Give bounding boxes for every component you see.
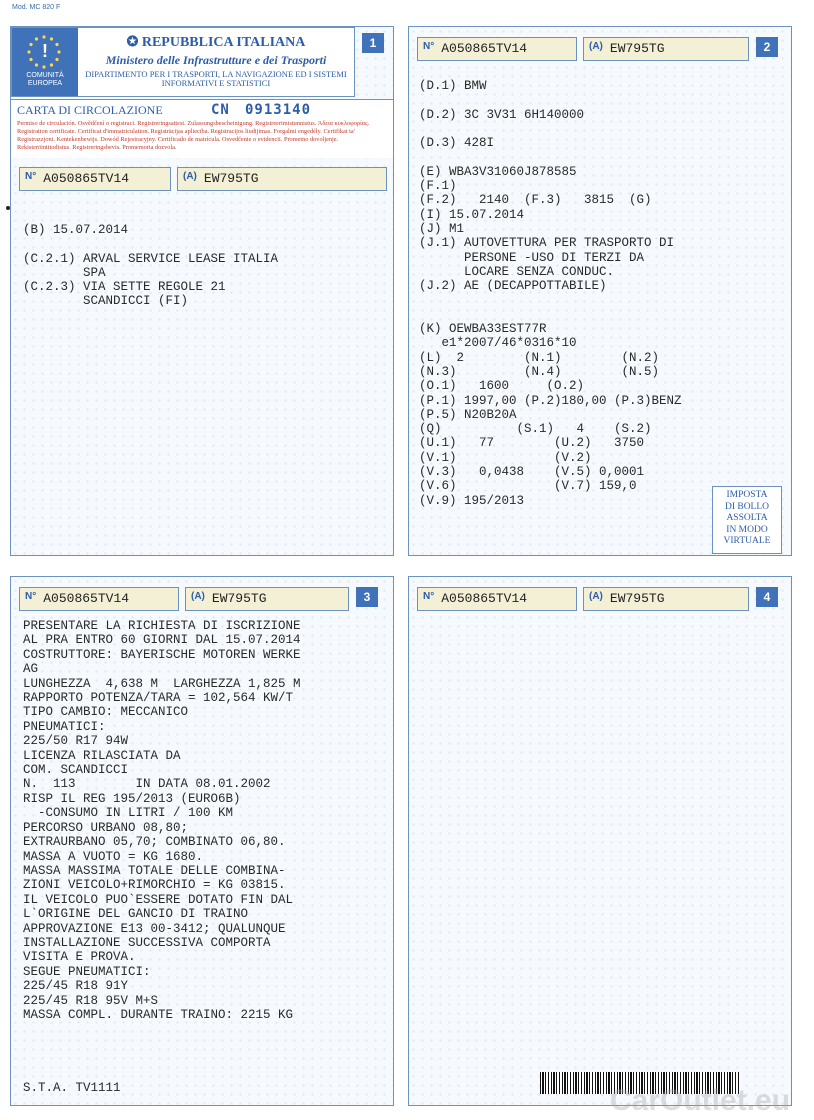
text-line: (B) 15.07.2014: [23, 223, 129, 237]
text-line: (Q) (S.1) 4 (S.2): [419, 422, 652, 437]
text-line: PERCORSO URBANO 08,80;: [23, 820, 189, 835]
doc-number-box: [417, 587, 577, 611]
text-line: RAPPORTO POTENZA/TARA = 102,564 KW/T: [23, 691, 294, 706]
text-line: 225/45 R18 91Y: [23, 979, 129, 994]
text-line: (V.6) (V.7) 159,0: [419, 479, 637, 494]
text-line: (O.1) 1600 (O.2): [419, 379, 585, 394]
text-line: (J) M1: [419, 221, 465, 236]
text-line: (V.9) 195/2013: [419, 493, 525, 508]
watermark: CarOutlet.eu: [610, 1084, 791, 1117]
plate-label: (A): [183, 171, 197, 182]
text-line: EXTRAURBANO 05,70; COMBINATO 06,80.: [23, 835, 286, 850]
text-line: ZIONI VEICOLO+RIMORCHIO = KG 03815.: [23, 878, 286, 893]
text-line: LOCARE SENZA CONDUC.: [419, 264, 615, 279]
text-line: MASSA A VUOTO = KG 1680.: [23, 849, 204, 864]
text-line: 225/45 R18 95V M+S: [23, 993, 159, 1008]
text-line: (V.3) 0,0438 (V.5) 0,0001: [419, 465, 645, 480]
text-line: [419, 93, 682, 107]
text-line: RISP IL REG 195/2013 (EURO6B): [23, 791, 241, 806]
text-line: PNEUMATICI:: [23, 719, 106, 734]
plate-label: (A): [589, 591, 603, 602]
text-line: (N.3) (N.4) (N.5): [419, 364, 660, 379]
doc-number: A050865TV14: [441, 591, 528, 606]
panel-number-1: 1: [362, 33, 384, 53]
text-line: (K) OEWBA33EST77R: [419, 322, 547, 337]
text-line: [419, 150, 682, 164]
doc-number: A050865TV14: [441, 41, 528, 56]
text-line: IN MODO: [726, 524, 768, 535]
text-line: (I) 15.07.2014: [419, 207, 525, 222]
carta-block: [11, 99, 393, 158]
plate-label: (A): [589, 41, 603, 52]
panel-number-4: 4: [756, 587, 778, 607]
eu-flag: [12, 28, 78, 96]
panel-2: [408, 26, 792, 556]
eu-label: COMUNITÀ EUROPEA: [26, 72, 64, 87]
text-line: IMPOSTA: [726, 490, 768, 500]
text-line: AG: [23, 662, 39, 677]
panel-4: [408, 576, 792, 1106]
cn-label: CN: [211, 102, 230, 118]
plate-number: EW795TG: [203, 171, 259, 186]
cn-number: 0913140: [245, 102, 312, 118]
text-line: PERSONE -USO DI TERZI DA: [419, 250, 645, 265]
number-label: N°: [25, 171, 37, 182]
text-line: (P.1) 1997,00 (P.2)180,00 (P.3)BENZ: [419, 393, 682, 408]
text-line: ASSOLTA: [726, 513, 768, 523]
text-line: AL PRA ENTRO 60 GIORNI DAL 15.07.2014: [23, 633, 301, 648]
doc-number-box: [417, 37, 577, 61]
text-line: (C.2.1) ARVAL SERVICE LEASE ITALIA: [23, 251, 279, 266]
department-name: DIPARTIMENTO PER I TRASPORTI, LA NAVIGAZIONE ED I SISTEMI INFORMATIVI E STATISTICI: [85, 69, 347, 88]
plate-box: [185, 587, 349, 611]
text-line: (V.1) (V.2): [419, 450, 592, 465]
text-line: MASSA MASSIMA TOTALE DELLE COMBINA-: [23, 863, 286, 878]
number-label: N°: [423, 41, 435, 52]
text-line: [419, 293, 682, 307]
text-line: VIRTUALE: [723, 536, 771, 546]
text-line: INSTALLAZIONE SUCCESSIVA COMPORTA: [23, 935, 271, 950]
text-line: (D.1) BMW: [419, 79, 487, 93]
panel-1: [10, 26, 394, 556]
text-line: [419, 122, 682, 136]
text-line: DI BOLLO: [724, 501, 770, 512]
text-line: LICENZA RILASCIATA DA: [23, 748, 181, 763]
header-block: [11, 27, 355, 97]
text-line: SCANDICCI (FI): [23, 294, 189, 309]
text-line: L`ORIGINE DEL GANCIO DI TRAINO: [23, 907, 249, 922]
text-line: COM. SCANDICCI: [23, 763, 129, 778]
plate-box: [583, 37, 749, 61]
doc-number: A050865TV14: [43, 591, 130, 606]
country-mark: !: [42, 41, 48, 61]
text-line: (P.5) N20B20A: [419, 407, 517, 422]
number-label: N°: [423, 591, 435, 602]
plate-label: (A): [191, 591, 205, 602]
text-line: N. 113 IN DATA 08.01.2002: [23, 777, 271, 792]
ministry-name: Ministero delle Infrastrutture e dei Trasporti: [105, 53, 327, 67]
text-line: 225/50 R17 94W: [23, 734, 129, 749]
text-line: SEGUE PNEUMATICI:: [23, 964, 151, 979]
text-line: SPA: [23, 265, 106, 280]
plate-number: EW795TG: [609, 41, 665, 56]
text-line: COSTRUTTORE: BAYERISCHE MOTOREN WERKE: [23, 647, 301, 662]
text-line: IL VEICOLO PUO`ESSERE DOTATO FIN DAL: [23, 892, 294, 907]
multilang-text: Permiso de circulación. Osvědčení o registraci. Registreringsattest. Zulassungsbescheinigung. Registreerimistunnistus. Άδεια κυκλοφορίας. Registration certificate. Certificat d'immatriculation. Registrācijas apliecība. Registracijos liudijimas. Forgalmi engedély. Certifikat ta' Registrazzjoni. Kentekenbewijs. Dowód Rejestracyjny. Certificado de matrícula. Osvedčenie o evidencii. Prometno dovoljenje. Rekisteröintitodistus. Registreringsbevis. Promemoria dozvola.: [17, 120, 370, 151]
text-line: e1*2007/46*0316*10: [419, 336, 577, 351]
plate-box: [583, 587, 749, 611]
text-line: TIPO CAMBIO: MECCANICO: [23, 705, 189, 720]
text-line: -CONSUMO IN LITRI / 100 KM: [23, 806, 234, 821]
text-line: (D.2) 3C 3V31 6H140000: [419, 107, 585, 122]
text-line: [419, 308, 682, 322]
text-line: (F.1): [419, 179, 457, 194]
text-line: (U.1) 77 (U.2) 3750: [419, 436, 645, 451]
doc-number-box: [19, 167, 171, 191]
panel-2-body: [419, 79, 682, 508]
text-line: MASSA COMPL. DURANTE TRAINO: 2215 KG: [23, 1007, 294, 1022]
punch-mark: [6, 206, 10, 210]
text-line: APPROVAZIONE E13 00-3412; QUALUNQUE: [23, 921, 286, 936]
panel-1-body: [23, 223, 278, 309]
plate-number: EW795TG: [609, 591, 665, 606]
text-line: VISITA E PROVA.: [23, 950, 136, 965]
text-line: (E) WBA3V31060J878585: [419, 164, 577, 179]
emblem-icon: ✪: [126, 35, 139, 50]
text-line: (C.2.3) VIA SETTE REGOLE 21: [23, 280, 226, 295]
text-line: LUNGHEZZA 4,638 M LARGHEZZA 1,825 M: [23, 676, 301, 691]
text-line: (J.2) AE (DECAPPOTTABILE): [419, 279, 607, 294]
doc-number-box: [19, 587, 179, 611]
text-line: (F.2) 2140 (F.3) 3815 (G): [419, 193, 652, 208]
text-line: [23, 237, 278, 251]
republic-title: ✪ REPUBBLICA ITALIANA: [126, 35, 306, 50]
text-line: (J.1) AUTOVETTURA PER TRASPORTO DI: [419, 236, 675, 251]
doc-number: A050865TV14: [43, 171, 130, 186]
plate-box: [177, 167, 387, 191]
panel-3: [10, 576, 394, 1106]
panel-3-body: [23, 619, 301, 1022]
panel-number-2: 2: [756, 37, 778, 57]
model-code: Mod. MC 820 F: [12, 4, 61, 11]
issuer-block: [78, 28, 354, 88]
panel-number-3: 3: [356, 587, 378, 607]
text-line: (L) 2 (N.1) (N.2): [419, 350, 660, 365]
number-label: N°: [25, 591, 37, 602]
text-line: PRESENTARE LA RICHIESTA DI ISCRIZIONE: [23, 619, 301, 633]
sta-code: S.T.A. TV1111: [23, 1081, 121, 1095]
stamp-duty-box: [712, 486, 782, 554]
plate-number: EW795TG: [211, 591, 267, 606]
text-line: (D.3) 428I: [419, 136, 495, 151]
carta-title: CARTA DI CIRCOLAZIONE: [17, 103, 163, 117]
